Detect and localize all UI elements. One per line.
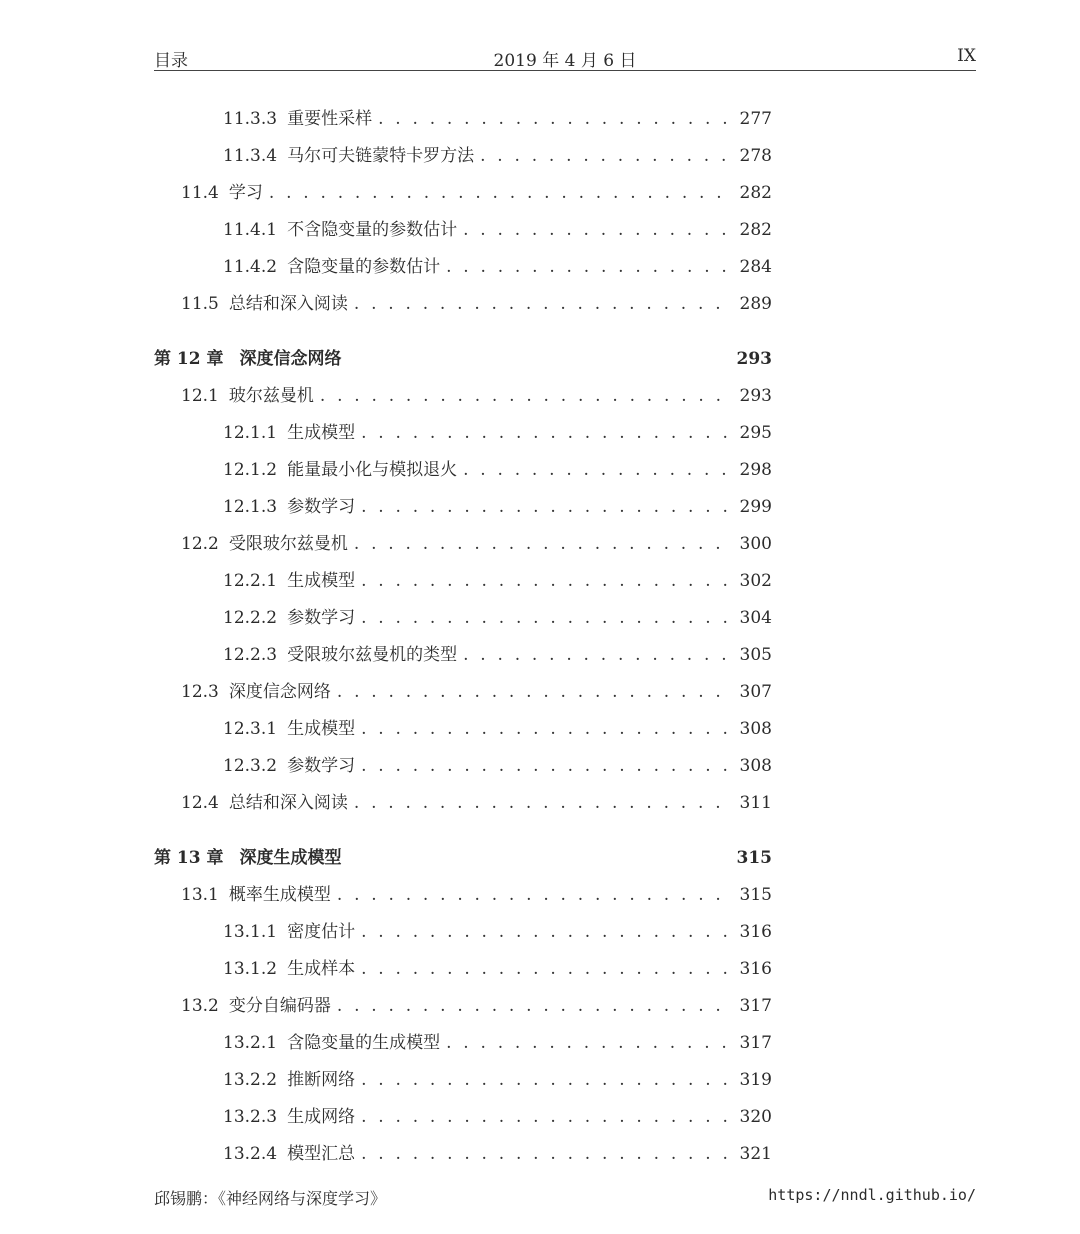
leader-dots xyxy=(354,534,734,554)
toc-chapter[interactable] xyxy=(154,336,772,373)
entry-title: 马尔可夫链蒙特卡罗方法 xyxy=(287,146,475,166)
toc-section[interactable] xyxy=(154,983,772,1020)
header-page-number: IX xyxy=(957,46,976,66)
toc-subsection[interactable] xyxy=(154,558,772,595)
leader-dots xyxy=(446,1033,733,1053)
entry-title: 生成模型 xyxy=(287,423,356,443)
entry-title: 生成网络 xyxy=(287,1107,356,1127)
entry-title: 模型汇总 xyxy=(287,1144,356,1164)
entry-number: 13.1.2 xyxy=(223,959,278,979)
entry-title: 总结和深入阅读 xyxy=(228,793,348,813)
entry-number: 12.2.1 xyxy=(223,571,278,591)
entry-title: 重要性采样 xyxy=(287,109,373,129)
leader-dots xyxy=(361,497,733,517)
entry-number: 12.1.1 xyxy=(223,423,278,443)
entry-number: 13.1.1 xyxy=(223,922,278,942)
entry-number: 11.4 xyxy=(181,183,219,203)
entry-page: 284 xyxy=(739,257,772,277)
footer-book-title: 邱锡鹏：《神经网络与深度学习》 xyxy=(154,1189,387,1208)
toc-section[interactable] xyxy=(154,281,772,318)
chapter-title: 深度信念网络 xyxy=(239,349,342,369)
entry-page: 315 xyxy=(739,885,772,905)
toc-subsection[interactable] xyxy=(154,133,772,170)
entry-number: 13.2 xyxy=(181,996,219,1016)
toc-section[interactable] xyxy=(154,872,772,909)
toc-section[interactable] xyxy=(154,780,772,817)
entry-number: 13.2.2 xyxy=(223,1070,278,1090)
entry-page: 317 xyxy=(739,1033,772,1053)
toc-subsection[interactable] xyxy=(154,909,772,946)
header-section-title: 目录 xyxy=(154,51,188,71)
page-header xyxy=(154,44,976,71)
leader-dots xyxy=(361,922,733,942)
entry-page: 299 xyxy=(739,497,772,517)
entry-title: 参数学习 xyxy=(287,608,356,628)
entry-page: 293 xyxy=(739,386,772,406)
leader-dots xyxy=(463,645,733,665)
entry-page: 316 xyxy=(739,922,772,942)
entry-number: 11.3.3 xyxy=(223,109,278,129)
toc-subsection[interactable] xyxy=(154,1094,772,1131)
entry-number: 12.2 xyxy=(181,534,219,554)
entry-number: 12.3.2 xyxy=(223,756,278,776)
leader-dots xyxy=(446,257,733,277)
entry-page: 282 xyxy=(739,183,772,203)
toc-subsection[interactable] xyxy=(154,632,772,669)
entry-page: 317 xyxy=(739,996,772,1016)
entry-title: 生成模型 xyxy=(287,571,356,591)
entry-title: 受限玻尔兹曼机 xyxy=(228,534,348,554)
entry-title: 受限玻尔兹曼机的类型 xyxy=(287,645,458,665)
entry-title: 能量最小化与模拟退火 xyxy=(287,460,458,480)
entry-page: 282 xyxy=(739,220,772,240)
entry-page: 277 xyxy=(739,109,772,129)
toc-subsection[interactable] xyxy=(154,595,772,632)
leader-dots xyxy=(354,793,734,813)
leader-dots xyxy=(463,460,733,480)
leader-dots xyxy=(337,682,734,702)
toc-section[interactable] xyxy=(154,170,772,207)
entry-title: 参数学习 xyxy=(287,497,356,517)
toc-subsection[interactable] xyxy=(154,96,772,133)
entry-number: 11.3.4 xyxy=(223,146,278,166)
entry-page: 320 xyxy=(739,1107,772,1127)
entry-page: 305 xyxy=(739,645,772,665)
entry-number: 12.2.3 xyxy=(223,645,278,665)
toc-subsection[interactable] xyxy=(154,1131,772,1168)
toc-section[interactable] xyxy=(154,373,772,410)
leader-dots xyxy=(361,1107,733,1127)
entry-number: 12.4 xyxy=(181,793,219,813)
entry-page: 307 xyxy=(739,682,772,702)
entry-page: 321 xyxy=(739,1144,772,1164)
entry-number: 11.4.1 xyxy=(223,220,278,240)
entry-number: 12.2.2 xyxy=(223,608,278,628)
leader-dots xyxy=(361,959,733,979)
entry-page: 289 xyxy=(739,294,772,314)
toc-chapter[interactable] xyxy=(154,835,772,872)
entry-page: 295 xyxy=(739,423,772,443)
toc-subsection[interactable] xyxy=(154,1020,772,1057)
toc-section[interactable] xyxy=(154,521,772,558)
leader-dots xyxy=(378,109,733,129)
toc-subsection[interactable] xyxy=(154,946,772,983)
leader-dots xyxy=(361,756,733,776)
page-footer xyxy=(154,1186,976,1210)
leader-dots xyxy=(361,571,733,591)
toc-subsection[interactable] xyxy=(154,706,772,743)
leader-dots xyxy=(480,146,733,166)
leader-dots xyxy=(354,294,734,314)
entry-page: 304 xyxy=(739,608,772,628)
toc-section[interactable] xyxy=(154,669,772,706)
entry-number: 12.1 xyxy=(181,386,219,406)
entry-number: 12.3.1 xyxy=(223,719,278,739)
entry-title: 含隐变量的参数估计 xyxy=(287,257,441,277)
chapter-gap xyxy=(154,817,772,835)
entry-title: 总结和深入阅读 xyxy=(228,294,348,314)
entry-title: 生成样本 xyxy=(287,959,356,979)
chapter-page: 315 xyxy=(736,848,772,868)
toc-subsection[interactable] xyxy=(154,447,772,484)
entry-number: 13.2.1 xyxy=(223,1033,278,1053)
leader-dots xyxy=(337,996,734,1016)
entry-title: 推断网络 xyxy=(287,1070,356,1090)
entry-title: 含隐变量的生成模型 xyxy=(287,1033,441,1053)
entry-page: 308 xyxy=(739,756,772,776)
entry-number: 13.2.4 xyxy=(223,1144,278,1164)
entry-title: 参数学习 xyxy=(287,756,356,776)
footer-url[interactable]: https://nndl.github.io/ xyxy=(768,1186,976,1204)
entry-number: 12.3 xyxy=(181,682,219,702)
leader-dots xyxy=(269,183,734,203)
entry-page: 308 xyxy=(739,719,772,739)
entry-title: 不含隐变量的参数估计 xyxy=(287,220,458,240)
entry-number: 11.5 xyxy=(181,294,219,314)
leader-dots xyxy=(320,386,734,406)
entry-title: 概率生成模型 xyxy=(228,885,331,905)
entry-number: 12.1.3 xyxy=(223,497,278,517)
toc-subsection[interactable] xyxy=(154,207,772,244)
entry-page: 300 xyxy=(739,534,772,554)
entry-page: 316 xyxy=(739,959,772,979)
leader-dots xyxy=(361,719,733,739)
leader-dots xyxy=(463,220,733,240)
chapter-gap xyxy=(154,318,772,336)
chapter-title: 深度生成模型 xyxy=(239,848,342,868)
entry-page: 319 xyxy=(739,1070,772,1090)
toc-subsection[interactable] xyxy=(154,1057,772,1094)
toc-subsection[interactable] xyxy=(154,244,772,281)
header-date: 2019 年 4 月 6 日 xyxy=(493,51,637,71)
entry-page: 302 xyxy=(739,571,772,591)
entry-title: 深度信念网络 xyxy=(228,682,331,702)
chapter-number: 第 12 章 xyxy=(154,349,224,369)
leader-dots xyxy=(361,1070,733,1090)
entry-title: 玻尔兹曼机 xyxy=(228,386,314,406)
entry-page: 311 xyxy=(739,793,772,813)
entry-number: 13.2.3 xyxy=(223,1107,278,1127)
entry-page: 298 xyxy=(739,460,772,480)
toc-subsection[interactable] xyxy=(154,484,772,521)
entry-number: 12.1.2 xyxy=(223,460,278,480)
table-of-contents xyxy=(154,96,772,1168)
entry-number: 11.4.2 xyxy=(223,257,278,277)
chapter-page: 293 xyxy=(736,349,772,369)
entry-title: 密度估计 xyxy=(287,922,356,942)
entry-title: 变分自编码器 xyxy=(228,996,331,1016)
toc-subsection[interactable] xyxy=(154,743,772,780)
entry-title: 生成模型 xyxy=(287,719,356,739)
leader-dots xyxy=(337,885,734,905)
leader-dots xyxy=(361,1144,733,1164)
toc-subsection[interactable] xyxy=(154,410,772,447)
entry-number: 13.1 xyxy=(181,885,219,905)
entry-title: 学习 xyxy=(228,183,263,203)
chapter-number: 第 13 章 xyxy=(154,848,224,868)
entry-page: 278 xyxy=(739,146,772,166)
leader-dots xyxy=(361,608,733,628)
leader-dots xyxy=(361,423,733,443)
